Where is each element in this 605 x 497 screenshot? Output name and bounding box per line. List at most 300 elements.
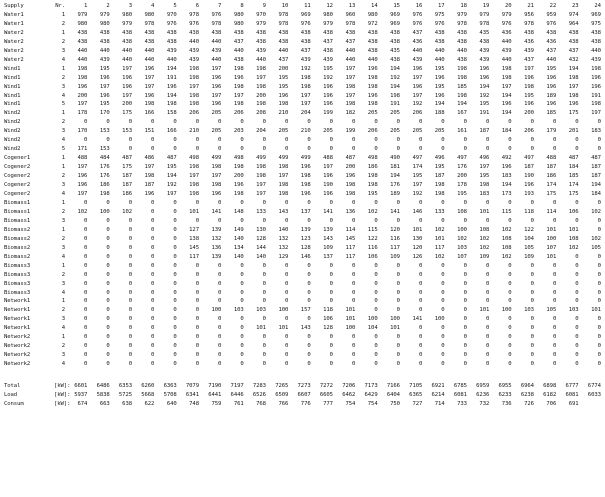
power-value: 182	[345, 110, 356, 117]
power-value: 196	[434, 92, 445, 99]
power-value: 145	[345, 235, 356, 242]
power-value: 0	[151, 334, 155, 341]
power-value: 199	[345, 128, 356, 135]
power-value: 195	[278, 74, 289, 81]
power-value: 196	[479, 65, 490, 72]
power-value: 166	[166, 128, 177, 135]
power-value: 0	[396, 199, 400, 206]
power-value: 0	[151, 146, 155, 153]
summary-value: 5668	[141, 392, 155, 399]
summary-value: 7079	[185, 383, 199, 390]
power-value: 0	[195, 271, 199, 278]
power-value: 197	[144, 74, 155, 81]
summary-value: 6233	[498, 392, 512, 399]
power-value: 0	[128, 217, 132, 224]
power-value: 440	[122, 47, 132, 54]
power-value: 0	[262, 298, 266, 305]
power-value: 437	[345, 38, 356, 45]
unit-number: 4	[61, 253, 65, 260]
power-value: 0	[173, 226, 177, 233]
summary-value: 7273	[297, 383, 311, 390]
hour-header: 20	[505, 3, 512, 9]
power-value: 108	[479, 226, 490, 233]
power-value: 0	[396, 343, 400, 350]
power-value: 0	[106, 226, 110, 233]
hour-header: 14	[371, 3, 378, 9]
power-value: 128	[300, 244, 311, 251]
supply-name: Biomass3	[4, 289, 31, 296]
power-value: 0	[485, 289, 490, 296]
power-value: 0	[218, 217, 222, 224]
power-value: 0	[441, 289, 445, 296]
power-value: 149	[233, 226, 244, 233]
power-value: 197	[345, 92, 356, 99]
power-value: 0	[463, 325, 467, 332]
supply-name: Network1	[4, 325, 31, 332]
power-value: 0	[84, 217, 88, 224]
power-value: 0	[351, 119, 356, 126]
power-value: 0	[463, 316, 467, 323]
power-value: 122	[524, 226, 534, 233]
power-value: 0	[173, 271, 177, 278]
power-value: 0	[262, 289, 266, 296]
power-value: 0	[485, 298, 490, 305]
power-value: 0	[285, 137, 289, 144]
supply-name: Cogener1	[4, 155, 31, 162]
power-value: 197	[591, 110, 601, 117]
output-sheet	[4, 2, 602, 409]
power-value: 196	[300, 164, 311, 171]
power-value: 440	[211, 56, 222, 63]
power-value: 438	[300, 38, 311, 45]
power-value: 439	[479, 56, 490, 63]
power-value: 0	[195, 352, 199, 359]
power-value: 0	[151, 316, 155, 323]
power-value: 0	[173, 262, 177, 269]
power-value: 0	[329, 146, 333, 153]
power-value: 102	[501, 253, 512, 260]
power-value: 499	[278, 155, 289, 162]
power-value: 205	[211, 128, 222, 135]
power-value: 187	[591, 173, 601, 180]
power-value: 106	[568, 208, 579, 215]
power-value: 440	[144, 56, 155, 63]
power-value: 200	[77, 92, 88, 99]
power-value: 196	[323, 191, 333, 198]
power-value: 183	[501, 173, 512, 180]
power-value: 200	[233, 173, 244, 180]
power-value: 976	[546, 20, 557, 27]
power-value: 0	[418, 361, 423, 368]
power-value: 0	[218, 199, 222, 206]
power-value: 0	[329, 119, 333, 126]
power-value: 979	[256, 20, 266, 27]
power-value: 197	[524, 65, 534, 72]
power-value: 439	[300, 56, 311, 63]
power-value: 0	[597, 146, 601, 153]
power-value: 108	[568, 235, 579, 242]
power-value: 0	[84, 298, 88, 305]
power-value: 198	[390, 92, 400, 99]
power-value: 0	[285, 334, 289, 341]
power-value: 0	[106, 199, 110, 206]
power-value: 151	[144, 128, 155, 135]
power-value: 101	[591, 307, 601, 314]
power-value: 194	[501, 110, 512, 117]
unit-number: 3	[61, 352, 65, 359]
power-value: 0	[441, 343, 445, 350]
supply-name: Wind1	[4, 74, 21, 81]
power-value: 184	[568, 164, 579, 171]
summary-value: 727	[412, 400, 423, 407]
power-value: 0	[307, 298, 311, 305]
summary-value: 5937	[74, 392, 88, 399]
power-value: 0	[285, 271, 289, 278]
power-value: 105	[546, 307, 557, 314]
power-value: 189	[390, 191, 400, 198]
supply-name: Cogener2	[4, 173, 31, 180]
power-value: 187	[122, 173, 132, 180]
hour-header: 21	[527, 3, 534, 9]
supply-name: Biomass1	[4, 217, 31, 224]
power-value: 979	[479, 11, 490, 18]
power-value: 0	[597, 316, 601, 323]
power-value: 0	[351, 334, 356, 341]
power-value: 438	[546, 29, 557, 36]
power-value: 126	[412, 253, 423, 260]
power-value: 101	[189, 208, 199, 215]
power-value: 101	[434, 235, 445, 242]
power-value: 100	[501, 307, 512, 314]
power-value: 0	[396, 289, 400, 296]
power-value: 0	[575, 298, 579, 305]
power-value: 123	[300, 235, 311, 242]
power-value: 438	[591, 29, 601, 36]
power-value: 190	[323, 182, 333, 189]
summary-value: 674	[77, 400, 88, 407]
power-value: 206	[367, 128, 378, 135]
power-value: 0	[418, 146, 423, 153]
power-value: 166	[144, 110, 155, 117]
power-value: 100	[457, 226, 467, 233]
power-value: 195	[323, 65, 333, 72]
power-value: 979	[501, 11, 512, 18]
summary-value: 736	[501, 400, 512, 407]
hour-header: 1	[84, 3, 88, 9]
power-value: 0	[463, 137, 467, 144]
power-value: 0	[285, 199, 289, 206]
supply-name: Wind2	[4, 119, 21, 126]
power-value: 969	[300, 11, 311, 18]
power-value: 438	[345, 29, 356, 36]
unit-number: 1	[61, 298, 65, 305]
power-value: 196	[591, 83, 601, 90]
power-value: 0	[597, 289, 601, 296]
power-value: 438	[390, 56, 400, 63]
power-value: 0	[307, 262, 311, 269]
power-value: 0	[552, 334, 557, 341]
summary-value: 6260	[141, 383, 155, 390]
summary-value: 726	[524, 400, 534, 407]
power-value: 102	[591, 235, 601, 242]
summary-value: 7173	[364, 383, 378, 390]
power-value: 0	[374, 262, 378, 269]
power-value: 195	[524, 92, 534, 99]
power-value: 0	[307, 343, 311, 350]
power-value: 0	[84, 289, 88, 296]
power-value: 196	[323, 173, 333, 180]
power-value: 140	[233, 235, 244, 242]
power-value: 132	[278, 235, 289, 242]
power-value: 439	[591, 56, 601, 63]
power-value: 194	[166, 173, 177, 180]
power-value: 0	[151, 262, 155, 269]
power-value: 0	[151, 289, 155, 296]
power-value: 964	[568, 20, 579, 27]
power-value: 127	[189, 226, 199, 233]
power-value: 205	[278, 128, 289, 135]
power-value: 439	[99, 56, 110, 63]
summary-value: 6898	[543, 383, 557, 390]
supply-name: Network1	[4, 316, 31, 323]
supply-name: Water2	[4, 47, 24, 54]
power-value: 0	[418, 343, 423, 350]
power-value: 141	[390, 208, 400, 215]
power-value: 0	[128, 244, 132, 251]
power-value: 0	[552, 119, 557, 126]
power-value: 0	[597, 217, 601, 224]
power-value: 487	[166, 155, 177, 162]
power-value: 0	[329, 199, 333, 206]
power-value: 198	[211, 164, 222, 171]
power-value: 0	[441, 325, 445, 332]
summary-value: 6081	[453, 392, 467, 399]
hour-header: 15	[393, 3, 400, 9]
power-value: 194	[568, 65, 579, 72]
power-value: 195	[434, 164, 445, 171]
power-value: 438	[434, 29, 445, 36]
power-value: 183	[591, 128, 601, 135]
power-value: 198	[457, 92, 467, 99]
unit-number: 1	[61, 11, 65, 18]
power-value: 438	[99, 29, 110, 36]
power-value: 436	[412, 38, 423, 45]
power-value: 0	[84, 280, 88, 287]
power-value: 972	[367, 20, 378, 27]
summary-unit: [kW]:	[54, 400, 71, 407]
summary-unit: [kW]:	[54, 392, 71, 399]
power-value: 0	[441, 217, 445, 224]
power-value: 0	[240, 146, 244, 153]
power-value: 440	[345, 47, 356, 54]
power-value: 196	[300, 191, 311, 198]
power-value: 175	[568, 110, 579, 117]
summary-value: 6363	[163, 383, 177, 390]
summary-value: 622	[144, 400, 155, 407]
power-value: 109	[479, 253, 490, 260]
power-value: 108	[501, 244, 512, 251]
power-value: 210	[300, 128, 311, 135]
power-value: 976	[434, 20, 445, 27]
power-value: 0	[441, 280, 445, 287]
power-value: 183	[479, 191, 490, 198]
power-value: 205	[390, 110, 400, 117]
power-value: 197	[99, 83, 110, 90]
power-value: 116	[367, 244, 378, 251]
power-value: 0	[218, 352, 222, 359]
hour-header: 17	[438, 3, 445, 9]
power-value: 0	[441, 271, 445, 278]
summary-value: 7265	[275, 383, 289, 390]
power-value: 0	[485, 280, 490, 287]
power-value: 487	[568, 155, 579, 162]
power-value: 130	[256, 226, 266, 233]
power-value: 101	[390, 325, 400, 332]
table-row	[4, 351, 604, 360]
hour-header: 11	[304, 3, 311, 9]
power-value: 0	[84, 307, 88, 314]
power-value: 0	[508, 280, 512, 287]
power-value: 175	[122, 110, 132, 117]
power-value: 0	[508, 262, 512, 269]
power-value: 194	[479, 83, 490, 90]
power-value: 206	[412, 110, 423, 117]
power-value: 195	[99, 101, 110, 108]
power-value: 117	[345, 253, 356, 260]
power-value: 0	[128, 361, 132, 368]
power-value: 148	[233, 208, 244, 215]
table-row	[4, 199, 604, 208]
power-value: 197	[256, 74, 266, 81]
power-value: 0	[441, 334, 445, 341]
power-value: 196	[77, 173, 88, 180]
power-value: 197	[122, 92, 132, 99]
summary-value: 776	[300, 400, 311, 407]
power-value: 186	[122, 191, 132, 198]
power-value: 0	[151, 343, 155, 350]
power-value: 102	[122, 208, 132, 215]
power-value: 100	[390, 316, 400, 323]
power-value: 194	[390, 83, 400, 90]
power-value: 0	[285, 352, 289, 359]
unit-number: 4	[61, 137, 65, 144]
power-value: 200	[524, 110, 534, 117]
power-value: 197	[256, 191, 266, 198]
power-value: 0	[530, 146, 534, 153]
power-value: 0	[552, 361, 557, 368]
power-value: 197	[77, 164, 88, 171]
power-value: 205	[434, 128, 445, 135]
power-value: 198	[457, 65, 467, 72]
power-value: 439	[189, 47, 199, 54]
power-value: 102	[434, 253, 445, 260]
power-value: 0	[552, 298, 557, 305]
power-value: 196	[77, 182, 88, 189]
power-value: 0	[441, 262, 445, 269]
power-value: 438	[77, 38, 88, 45]
power-value: 0	[128, 316, 132, 323]
power-value: 173	[501, 191, 512, 198]
power-value: 438	[122, 38, 132, 45]
table-row	[4, 253, 604, 262]
supply-name: Biomass1	[4, 208, 31, 215]
power-value: 437	[412, 29, 423, 36]
power-value: 198	[300, 74, 311, 81]
power-value: 440	[367, 56, 378, 63]
power-value: 0	[151, 226, 155, 233]
power-value: 198	[189, 182, 199, 189]
summary-label: Load	[4, 392, 18, 399]
power-value: 0	[195, 325, 199, 332]
supply-name: Network1	[4, 298, 31, 305]
power-value: 0	[106, 325, 110, 332]
power-value: 0	[418, 137, 423, 144]
power-value: 440	[278, 47, 289, 54]
power-value: 980	[122, 11, 132, 18]
summary-value: 638	[122, 400, 132, 407]
power-value: 0	[218, 361, 222, 368]
table-row	[4, 306, 604, 315]
table-row	[4, 244, 604, 253]
power-value: 0	[173, 361, 177, 368]
power-value: 0	[106, 217, 110, 224]
power-value: 0	[218, 316, 222, 323]
supply-name: Water1	[4, 11, 24, 18]
table-row	[4, 74, 604, 83]
power-value: 438	[367, 47, 378, 54]
power-value: 0	[441, 119, 445, 126]
power-value: 175	[122, 164, 132, 171]
power-value: 0	[151, 271, 155, 278]
power-value: 0	[128, 307, 132, 314]
power-value: 198	[300, 83, 311, 90]
power-value: 198	[345, 101, 356, 108]
power-value: 0	[262, 271, 266, 278]
power-value: 0	[552, 146, 557, 153]
power-value: 103	[524, 307, 534, 314]
power-value: 143	[323, 235, 333, 242]
power-value: 137	[300, 208, 311, 215]
power-value: 0	[307, 119, 311, 126]
power-value: 109	[524, 253, 534, 260]
power-value: 0	[195, 307, 199, 314]
table-row	[4, 100, 604, 109]
power-value: 105	[524, 244, 534, 251]
power-value: 105	[591, 244, 601, 251]
summary-value: 7272	[319, 383, 333, 390]
power-value: 186	[546, 173, 557, 180]
unit-number: 5	[61, 101, 65, 108]
power-value: 196	[546, 101, 557, 108]
power-value: 198	[501, 74, 512, 81]
power-value: 187	[591, 164, 601, 171]
power-value: 0	[151, 298, 155, 305]
power-value: 436	[524, 38, 534, 45]
power-value: 0	[374, 137, 378, 144]
power-value: 0	[552, 217, 557, 224]
power-value: 0	[530, 325, 534, 332]
power-value: 104	[367, 325, 378, 332]
table-row	[4, 38, 604, 47]
table-row	[4, 56, 604, 65]
power-value: 100	[99, 208, 110, 215]
power-value: 0	[151, 280, 155, 287]
power-value: 0	[173, 208, 177, 215]
power-value: 0	[106, 244, 110, 251]
power-value: 499	[256, 155, 266, 162]
power-value: 0	[285, 119, 289, 126]
power-value: 438	[166, 29, 177, 36]
